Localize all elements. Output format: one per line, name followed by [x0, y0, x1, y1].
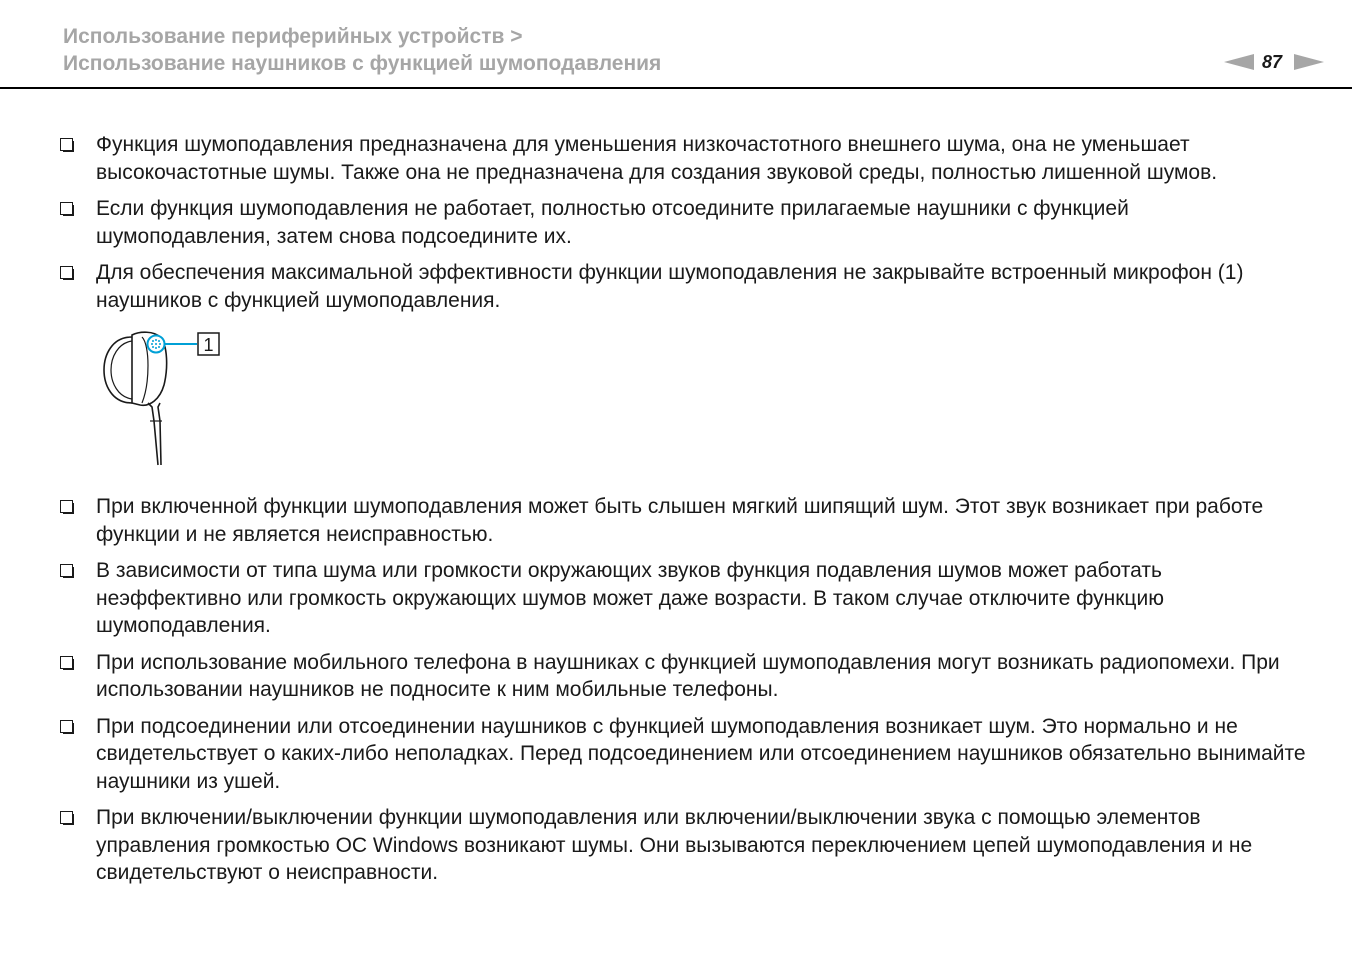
- list-item-text: В зависимости от типа шума или громкости окружающих звуков функция подавления шумов может работать неэффективно или громкость окружающих шумов может даже возрасти. В таком случае отключите функцию шумоподавления.: [96, 559, 1164, 637]
- previous-page-arrow-icon[interactable]: [1224, 54, 1254, 70]
- checkbox-bullet-icon: [60, 500, 73, 513]
- breadcrumb-section[interactable]: Использование периферийных устройств >: [63, 25, 523, 48]
- page-content: [58, 131, 1308, 896]
- checkbox-bullet-icon: [60, 138, 73, 151]
- list-item-text: Для обеспечения максимальной эффективности функции шумоподавления не закрывайте встроенный микрофон (1) наушников с функцией шумоподавления.: [96, 261, 1244, 312]
- checkbox-bullet-icon: [60, 266, 73, 279]
- earphone-icon: [102, 323, 242, 473]
- checkbox-bullet-icon: [60, 720, 73, 733]
- list-item: [58, 195, 1308, 250]
- list-item-text: При включенной функции шумоподавления может быть слышен мягкий шипящий шум. Этот звук возникает при работе функции и не является неисправностью.: [96, 495, 1264, 546]
- list-item: [58, 557, 1308, 640]
- list-item: [58, 259, 1308, 314]
- page-header: [0, 0, 1352, 89]
- callout-label: 1: [203, 335, 214, 355]
- list-item-text: При подсоединении или отсоединении наушников с функцией шумоподавления возникает шум. Это нормально и не свидетельствует о каких-либо неполадках. Перед подсоединением или отсоединением наушников обязательно вынимайте наушники из ушей.: [96, 714, 1306, 793]
- page-number: 87: [1261, 51, 1282, 72]
- checkbox-bullet-icon: [60, 656, 73, 669]
- checkbox-bullet-icon: [60, 202, 73, 215]
- list-item-text: Если функция шумоподавления не работает, полностью отсоедините прилагаемые наушники с функцией шумоподавления, затем снова подсоедините их.: [96, 197, 1129, 248]
- list-item-text: При использование мобильного телефона в наушниках с функцией шумоподавления могут возникать радиопомехи. При использовании наушников не подносите к ним мобильные телефоны.: [96, 650, 1280, 701]
- header-divider: [0, 87, 1352, 89]
- bullet-list-top: [58, 131, 1308, 314]
- list-item: [58, 649, 1308, 704]
- breadcrumb: [63, 23, 661, 77]
- list-item-text: При включении/выключении функции шумоподавления или включении/выключении звука с помощью элементов управления громкостью ОС Windows возникают шумы. Они вызываются переключением цепей шумоподавления и не свидетельствуют о неисправности.: [96, 806, 1253, 884]
- breadcrumb-topic[interactable]: Использование наушников с функцией шумоподавления: [63, 52, 662, 75]
- list-item: [58, 713, 1308, 796]
- checkbox-bullet-icon: [60, 811, 73, 824]
- list-item: [58, 131, 1308, 186]
- list-item-text: Функция шумоподавления предназначена для уменьшения низкочастотного внешнего шума, она не уменьшает высокочастотные шумы. Также она не предназначена для создания звуковой среды, полностью лишенной шумов.: [96, 133, 1218, 184]
- earphone-illustration: [102, 323, 1308, 493]
- microphone-holes-icon: [151, 339, 161, 349]
- page-navigation: [1224, 50, 1324, 74]
- checkbox-bullet-icon: [60, 564, 73, 577]
- next-page-arrow-icon[interactable]: [1294, 54, 1324, 70]
- list-item: [58, 493, 1308, 548]
- bullet-list-bottom: [58, 493, 1308, 887]
- list-item: [58, 804, 1308, 887]
